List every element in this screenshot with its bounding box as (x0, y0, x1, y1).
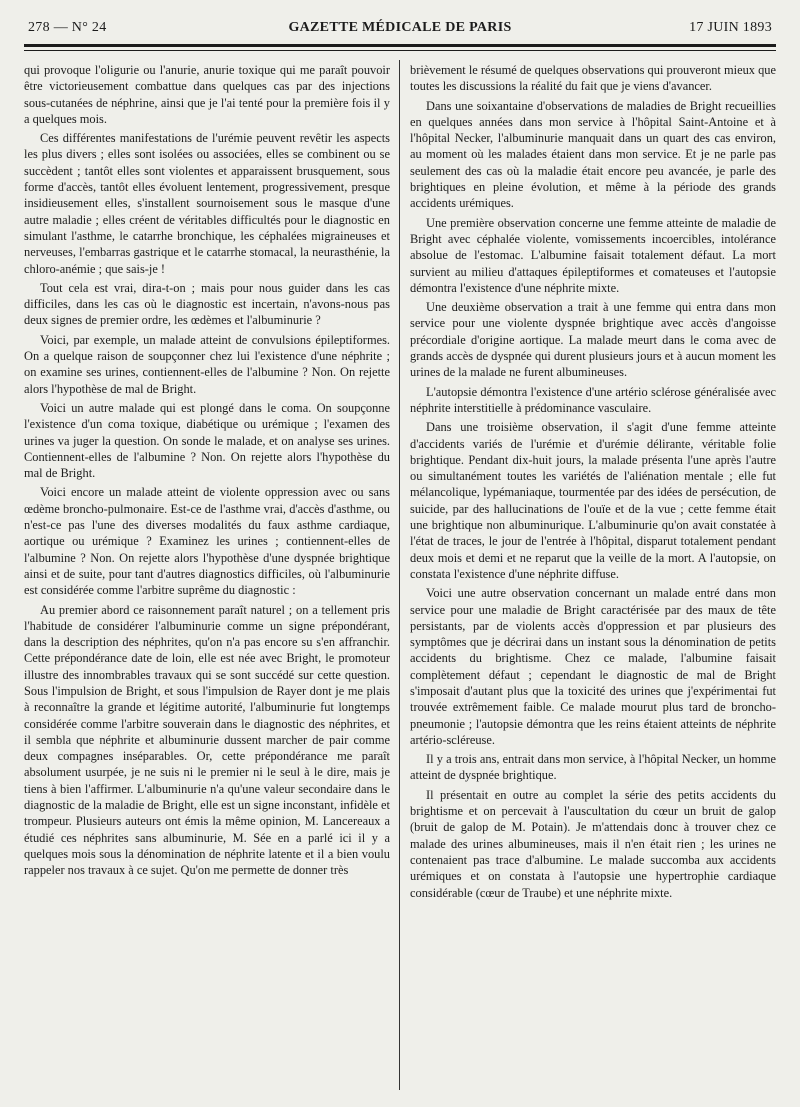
left-column (24, 62, 390, 1097)
paragraph: Au premier abord ce raisonnement paraît naturel ; on a tellement pris l'habitude de considérer l'albuminurie comme un signe prépondérant, dans la description des néphrites, qu'on n'a pas encore su s'en affranchir. Cette prépondérance date de loin, elle est née avec Bright, le promoteur illustre des innombrables travaux qui se sont succédé sur cette question. Sous l'impulsion de Bright, et sous l'impulsion de Rayer dont je me plais à reconnaître la grande et légitime autorité, l'albuminurie fut longtemps considérée comme l'arbitre souverain dans le diagnostic des néphrites, et il sembla que néphrite et albuminurie dussent marcher de pair comme deux compagnes inséparables. Or, cette prépondérance me paraît absolument usurpée, je ne suis ni le premier ni le seul à le dire, mais je tiens à bien l'affirmer. L'albuminurie n'a qu'une valeur secondaire dans le diagnostic de la maladie de Bright, elle est un signe inconstant, infidèle et trompeur. Plusieurs auteurs ont émis la même opinion, M. Lancereaux a étudié ces néphrites sans albuminurie, M. Sée en a parlé ici il y a quelques mois sous la dénomination de néphrite latente et il a bien voulu rappeler nos travaux à ce sujet. Qu'on me permette de donner très (24, 602, 390, 878)
paragraph: brièvement le résumé de quelques observations qui prouveront mieux que toutes les discussions la réalité du fait que je viens d'avancer. (410, 63, 776, 94)
right-column (410, 62, 776, 1097)
page-header (24, 14, 776, 40)
paragraph: Il présentait en outre au complet la série des petits accidents du brightisme et on percevait à l'auscultation du cœur un bruit de galop (bruit de galop de M. Potain). Je m'attendais donc à trouver chez ce malade des urines albumineuses, mais il n'en était rien ; les urines ne contenaient pas trace d'albumine. Le malade succomba aux accidents urémiques et on constata à l'autopsie une hypertrophie cardiaque considérable (cœur de Traube) et une néphrite mixte. (410, 787, 776, 900)
issue-date: 17 JUIN 1893 (689, 20, 772, 35)
paragraph: L'autopsie démontra l'existence d'une artério sclérose généralisée avec néphrite interstitielle à prédominance vasculaire. (410, 384, 776, 415)
page-number: 278 — N° 24 (28, 20, 107, 35)
paragraph: Voici une autre observation concernant un malade entré dans mon service pour une maladie de Bright caractérisée par des maux de tête persistants, par de violents accès d'oppression et par plusieurs des symptômes que je décrirai dans un instant sous la dénomination de petits accidents du brightisme. Chez ce malade, l'albumine faisait complètement défaut ; cependant le diagnostic de mal de Bright s'imposait d'autant plus que la toxicité des urines que j'expérimentai fut trouvée extrêmement faible. Ce malade mourut plus tard de broncho-pneumonie ; l'autopsie démontra que les reins étaient atteints de néphrite artério-scléreuse. (410, 586, 776, 747)
paragraph: Voici encore un malade atteint de violente oppression avec ou sans œdème broncho-pulmonaire. Est-ce de l'asthme vrai, d'accès d'asthme, ou n'est-ce pas l'une des diverses modalités du faux asthme cardiaque, aortique ou urémique ? Examinez les urines ; contiennent-elles de l'albumine ? Non. On rejette alors l'hypothèse d'une dyspnée brightique ainsi et de suite, pour tant d'autres diagnostics difficiles, où l'albuminurie est considérée comme l'arbitre suprême du diagnostic : (24, 485, 390, 598)
paragraph: Une première observation concerne une femme atteinte de maladie de Bright avec céphalée violente, vomissements incoercibles, intolérance absolue de l'estomac. L'albumine faisait totalement défaut. La mort survient au milieu d'attaques épileptiformes et comateuses et l'autopsie démontra l'existence d'une néphrite mixte. (410, 215, 776, 295)
paragraph: Tout cela est vrai, dira-t-on ; mais pour nous guider dans les cas difficiles, dans les cas où le diagnostic est incertain, n'avons-nous pas deux signes de premier ordre, les œdèmes et l'albuminurie ? (24, 280, 390, 328)
journal-title: GAZETTE MÉDICALE DE PARIS (288, 20, 512, 35)
column-divider (399, 60, 400, 1090)
paragraph: Voici un autre malade qui est plongé dans le coma. On soupçonne l'existence d'un coma toxique, diabétique ou urémique ; l'examen des urines va juger la question. On sonde le malade, et on analyse ses urines. Contiennent-elles de l'albumine ? Non. On rejette alors l'hypothèse du mal de Bright. (24, 400, 390, 481)
header-rule-thick (24, 44, 776, 47)
paragraph: Dans une troisième observation, il s'agit d'une femme atteinte d'accidents variés de l'urémie et d'urémie délirante, véritable folie brightique. Pendant dix-huit jours, la malade présenta l'une après l'autre ou simultanément toutes les variétés de l'aliénation mentale ; elle fut mélancolique, lypémaniaque, tourmentée par des idées de persécution, de suicide, par des hallucinations de l'ouïe et de la vue ; cette femme était une brightique non albuminurique. L'albuminurie qu'on avait constatée à l'état de traces, le jour de l'entrée à l'hôpital, disparut totalement pendant deux mois et demi et ne reparut que la veille de la mort. A l'autopsie, on constata l'existence d'une néphrite diffuse. (410, 420, 776, 581)
header-rule-thin (24, 50, 776, 51)
paragraph: qui provoque l'oligurie ou l'anurie, anurie toxique qui me paraît pouvoir être victorieusement combattue dans quelques cas par des injections sous-cutanées de néphrine, ainsi que je l'ai tenté pour la première fois il y a quelques mois. (24, 63, 390, 126)
paragraph: Une deuxième observation a trait à une femme qui entra dans mon service pour une violente dyspnée brightique avec accès d'angoisse précordiale d'origine aortique. La malade meurt dans le coma avec de grands accès de dyspnée qui durent plusieurs jours et à aucun moment les urines de la malade ne furent albumineuses. (410, 300, 776, 380)
paragraph: Ces différentes manifestations de l'urémie peuvent revêtir les aspects les plus divers ; elles sont isolées ou associées, elles se combinent ou se succèdent ; tantôt elles sont violentes et apparaissent brusquement, sous forme d'accès, tantôt elles évoluent lentement, progressivement, presque insidieusement elles, s'installent sournoisement sous le masque d'une autre maladie ; elles créent de véritables difficultés pour le diagnostic en simulant l'asthme, le catarrhe bronchique, les céphalées migraineuses et nerveuses, l'embarras gastrique et le catarrhe stomacal, la neurasthénie, la chloro-anémie ; que sais-je ! (24, 131, 390, 276)
paragraph: Il y a trois ans, entrait dans mon service, à l'hôpital Necker, un homme atteint de dyspnée brightique. (410, 752, 776, 783)
paragraph: Dans une soixantaine d'observations de maladies de Bright recueillies en quelques années dans mon service à l'hôpital Saint-Antoine et à l'hôpital Necker, l'albuminurie manquait dans un quart des cas environ, au moment où les malades étaient dans mon service. Et je ne parle pas seulement des cas où la maladie était encore peu avancée, je parle des brightiques en pleine évolution, et même à la période des grands accidents urémiques. (410, 98, 776, 211)
paragraph: Voici, par exemple, un malade atteint de convulsions épileptiformes. On a quelque raison de soupçonner chez lui l'existence d'une néphrite ; on examine ses urines, contiennent-elles de l'albumine ? Non. On rejette alors l'hypothèse de mal de Bright. (24, 332, 390, 396)
